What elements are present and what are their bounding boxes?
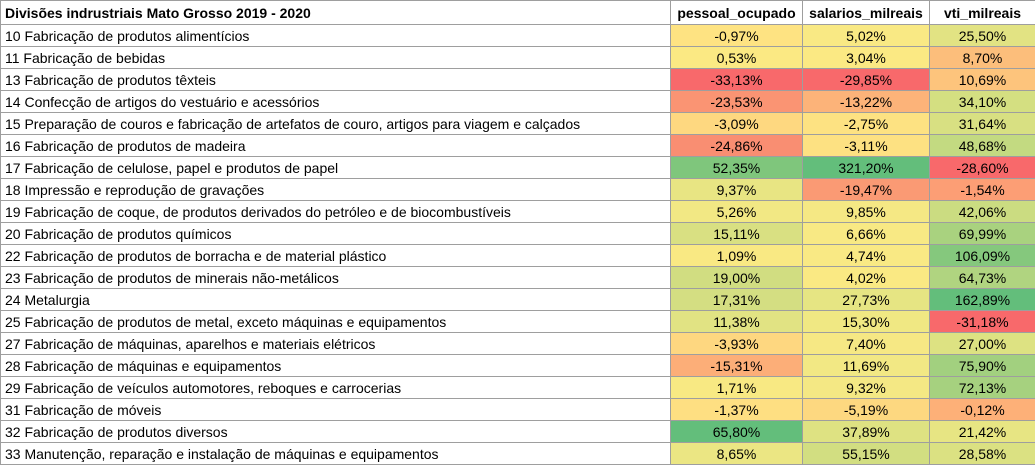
- division-name-cell: 23 Fabricação de produtos de minerais não-metálicos: [1, 267, 671, 289]
- value-cell-pessoal-ocupado: 15,11%: [671, 223, 803, 245]
- value-cell-pessoal-ocupado: 65,80%: [671, 421, 803, 443]
- table-row: [1, 399, 1035, 421]
- column-header-vti-milreais: vti_milreais: [930, 1, 1035, 25]
- value-cell-pessoal-ocupado: -23,53%: [671, 91, 803, 113]
- division-name-cell: 24 Metalurgia: [1, 289, 671, 311]
- value-cell-pessoal-ocupado: -3,93%: [671, 333, 803, 355]
- value-cell-salarios-milreais: 5,02%: [803, 25, 930, 47]
- value-cell-salarios-milreais: -5,19%: [803, 399, 930, 421]
- value-cell-vti-milreais: -1,54%: [930, 179, 1035, 201]
- value-cell-salarios-milreais: 37,89%: [803, 421, 930, 443]
- value-cell-salarios-milreais: -13,22%: [803, 91, 930, 113]
- table-row: [1, 443, 1035, 465]
- value-cell-pessoal-ocupado: 52,35%: [671, 157, 803, 179]
- division-name-cell: 32 Fabricação de produtos diversos: [1, 421, 671, 443]
- value-cell-vti-milreais: 10,69%: [930, 69, 1035, 91]
- value-cell-pessoal-ocupado: -15,31%: [671, 355, 803, 377]
- column-header-salarios-milreais: salarios_milreais: [803, 1, 930, 25]
- value-cell-salarios-milreais: 15,30%: [803, 311, 930, 333]
- table-row: [1, 201, 1035, 223]
- table-row: [1, 421, 1035, 443]
- value-cell-vti-milreais: 42,06%: [930, 201, 1035, 223]
- value-cell-vti-milreais: 48,68%: [930, 135, 1035, 157]
- table-row: [1, 245, 1035, 267]
- division-name-cell: 33 Manutenção, reparação e instalação de máquinas e equipamentos: [1, 443, 671, 465]
- value-cell-salarios-milreais: -2,75%: [803, 113, 930, 135]
- value-cell-vti-milreais: 34,10%: [930, 91, 1035, 113]
- value-cell-vti-milreais: 106,09%: [930, 245, 1035, 267]
- table-row: [1, 113, 1035, 135]
- division-name-cell: 13 Fabricação de produtos têxteis: [1, 69, 671, 91]
- division-name-cell: 11 Fabricação de bebidas: [1, 47, 671, 69]
- value-cell-salarios-milreais: 11,69%: [803, 355, 930, 377]
- value-cell-vti-milreais: 21,42%: [930, 421, 1035, 443]
- division-name-cell: 25 Fabricação de produtos de metal, exceto máquinas e equipamentos: [1, 311, 671, 333]
- value-cell-pessoal-ocupado: -0,97%: [671, 25, 803, 47]
- value-cell-pessoal-ocupado: 8,65%: [671, 443, 803, 465]
- table-row: [1, 333, 1035, 355]
- value-cell-salarios-milreais: 27,73%: [803, 289, 930, 311]
- value-cell-pessoal-ocupado: -3,09%: [671, 113, 803, 135]
- value-cell-vti-milreais: 75,90%: [930, 355, 1035, 377]
- table-row: [1, 135, 1035, 157]
- value-cell-vti-milreais: 27,00%: [930, 333, 1035, 355]
- table-row: [1, 69, 1035, 91]
- value-cell-vti-milreais: 8,70%: [930, 47, 1035, 69]
- value-cell-salarios-milreais: 9,85%: [803, 201, 930, 223]
- table-row: [1, 355, 1035, 377]
- value-cell-pessoal-ocupado: 1,71%: [671, 377, 803, 399]
- value-cell-salarios-milreais: 321,20%: [803, 157, 930, 179]
- value-cell-vti-milreais: 72,13%: [930, 377, 1035, 399]
- division-name-cell: 29 Fabricação de veículos automotores, reboques e carrocerias: [1, 377, 671, 399]
- division-name-cell: 22 Fabricação de produtos de borracha e de material plástico: [1, 245, 671, 267]
- value-cell-salarios-milreais: -29,85%: [803, 69, 930, 91]
- table-row: [1, 47, 1035, 69]
- value-cell-pessoal-ocupado: 17,31%: [671, 289, 803, 311]
- value-cell-vti-milreais: -28,60%: [930, 157, 1035, 179]
- value-cell-pessoal-ocupado: -33,13%: [671, 69, 803, 91]
- header-row: [1, 1, 1035, 25]
- table-row: [1, 179, 1035, 201]
- value-cell-salarios-milreais: 9,32%: [803, 377, 930, 399]
- value-cell-pessoal-ocupado: 1,09%: [671, 245, 803, 267]
- division-name-cell: 16 Fabricação de produtos de madeira: [1, 135, 671, 157]
- division-name-cell: 17 Fabricação de celulose, papel e produtos de papel: [1, 157, 671, 179]
- column-header-pessoal-ocupado: pessoal_ocupado: [671, 1, 803, 25]
- value-cell-vti-milreais: 25,50%: [930, 25, 1035, 47]
- table-row: [1, 223, 1035, 245]
- division-name-cell: 10 Fabricação de produtos alimentícios: [1, 25, 671, 47]
- value-cell-salarios-milreais: 55,15%: [803, 443, 930, 465]
- value-cell-vti-milreais: 162,89%: [930, 289, 1035, 311]
- table-row: [1, 311, 1035, 333]
- value-cell-vti-milreais: 69,99%: [930, 223, 1035, 245]
- value-cell-pessoal-ocupado: 0,53%: [671, 47, 803, 69]
- division-name-cell: 15 Preparação de couros e fabricação de artefatos de couro, artigos para viagem e calçados: [1, 113, 671, 135]
- value-cell-salarios-milreais: -19,47%: [803, 179, 930, 201]
- value-cell-pessoal-ocupado: 11,38%: [671, 311, 803, 333]
- table-row: [1, 91, 1035, 113]
- division-name-cell: 28 Fabricação de máquinas e equipamentos: [1, 355, 671, 377]
- value-cell-pessoal-ocupado: 9,37%: [671, 179, 803, 201]
- value-cell-salarios-milreais: 3,04%: [803, 47, 930, 69]
- value-cell-salarios-milreais: 4,74%: [803, 245, 930, 267]
- value-cell-salarios-milreais: 7,40%: [803, 333, 930, 355]
- value-cell-pessoal-ocupado: 5,26%: [671, 201, 803, 223]
- value-cell-vti-milreais: -31,18%: [930, 311, 1035, 333]
- value-cell-salarios-milreais: 6,66%: [803, 223, 930, 245]
- value-cell-vti-milreais: 64,73%: [930, 267, 1035, 289]
- table-row: [1, 289, 1035, 311]
- value-cell-salarios-milreais: -3,11%: [803, 135, 930, 157]
- division-name-cell: 31 Fabricação de móveis: [1, 399, 671, 421]
- value-cell-pessoal-ocupado: -24,86%: [671, 135, 803, 157]
- division-name-cell: 19 Fabricação de coque, de produtos derivados do petróleo e de biocombustíveis: [1, 201, 671, 223]
- division-name-cell: 18 Impressão e reprodução de gravações: [1, 179, 671, 201]
- table-row: [1, 377, 1035, 399]
- division-name-cell: 27 Fabricação de máquinas, aparelhos e materiais elétricos: [1, 333, 671, 355]
- division-name-cell: 20 Fabricação de produtos químicos: [1, 223, 671, 245]
- table-row: [1, 25, 1035, 47]
- value-cell-vti-milreais: 28,58%: [930, 443, 1035, 465]
- value-cell-vti-milreais: 31,64%: [930, 113, 1035, 135]
- table-title: Divisões indrustriais Mato Grosso 2019 - 2020: [1, 1, 671, 25]
- table-row: [1, 157, 1035, 179]
- value-cell-vti-milreais: -0,12%: [930, 399, 1035, 421]
- table-row: [1, 267, 1035, 289]
- value-cell-pessoal-ocupado: -1,37%: [671, 399, 803, 421]
- value-cell-pessoal-ocupado: 19,00%: [671, 267, 803, 289]
- value-cell-salarios-milreais: 4,02%: [803, 267, 930, 289]
- division-name-cell: 14 Confecção de artigos do vestuário e acessórios: [1, 91, 671, 113]
